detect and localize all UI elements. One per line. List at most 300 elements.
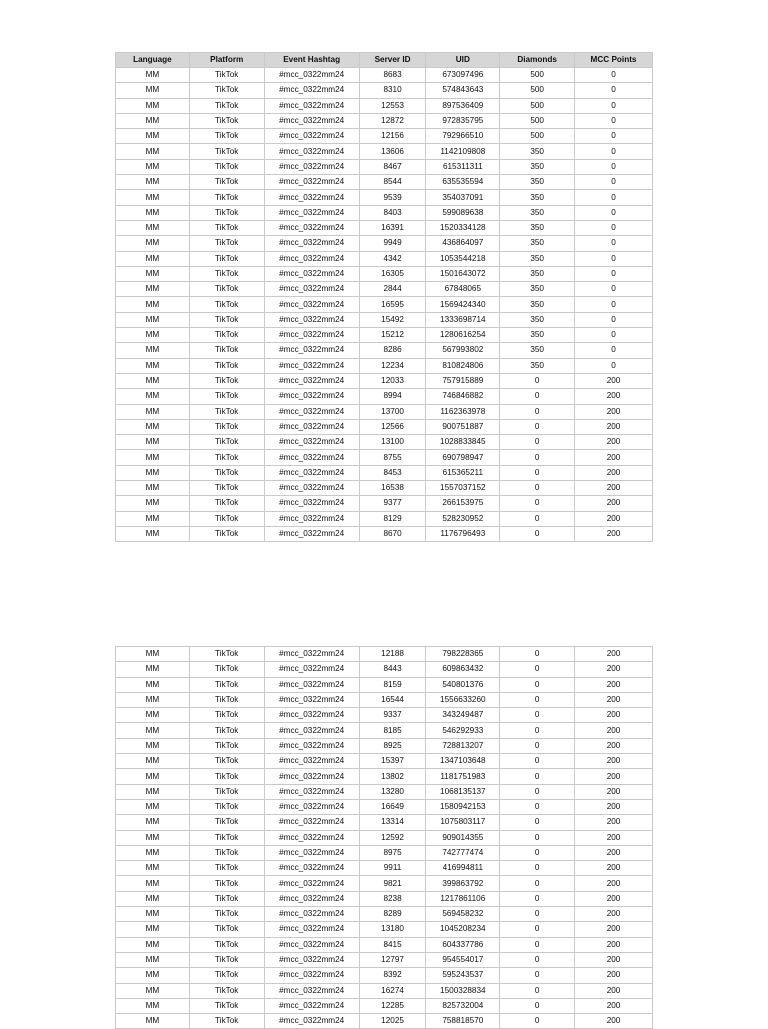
cell-language: MM — [116, 983, 190, 998]
cell-language: MM — [116, 113, 190, 128]
cell-language: MM — [116, 297, 190, 312]
cell-platform: TikTok — [189, 328, 264, 343]
cell-diamonds: 0 — [500, 998, 575, 1013]
cell-event-hashtag: #mcc_0322mm24 — [264, 1014, 359, 1029]
cell-uid: 609863432 — [426, 662, 500, 677]
table-row — [116, 83, 653, 98]
cell-mcc-points: 200 — [575, 784, 653, 799]
cell-event-hashtag: #mcc_0322mm24 — [264, 662, 359, 677]
cell-uid: 1501643072 — [426, 266, 500, 281]
cell-server-id: 16391 — [359, 220, 426, 235]
cell-server-id: 12033 — [359, 373, 426, 388]
cell-mcc-points: 0 — [575, 220, 653, 235]
cell-language: MM — [116, 419, 190, 434]
cell-platform: TikTok — [189, 144, 264, 159]
cell-mcc-points: 0 — [575, 328, 653, 343]
cell-diamonds: 0 — [500, 754, 575, 769]
cell-mcc-points: 0 — [575, 83, 653, 98]
cell-server-id: 8925 — [359, 738, 426, 753]
cell-diamonds: 0 — [500, 389, 575, 404]
table-row — [116, 373, 653, 388]
cell-uid: 1045208234 — [426, 922, 500, 937]
cell-language: MM — [116, 769, 190, 784]
cell-language: MM — [116, 175, 190, 190]
cell-language: MM — [116, 662, 190, 677]
cell-language: MM — [116, 373, 190, 388]
cell-language: MM — [116, 738, 190, 753]
cell-platform: TikTok — [189, 769, 264, 784]
cell-mcc-points: 0 — [575, 343, 653, 358]
cell-server-id: 8467 — [359, 159, 426, 174]
table-row — [116, 312, 653, 327]
cell-mcc-points: 200 — [575, 968, 653, 983]
rewards-table-bottom — [115, 646, 653, 1029]
cell-server-id: 12797 — [359, 952, 426, 967]
cell-uid: 1333698714 — [426, 312, 500, 327]
table-row — [116, 266, 653, 281]
cell-event-hashtag: #mcc_0322mm24 — [264, 175, 359, 190]
cell-language: MM — [116, 266, 190, 281]
cell-mcc-points: 0 — [575, 236, 653, 251]
cell-mcc-points: 200 — [575, 738, 653, 753]
cell-event-hashtag: #mcc_0322mm24 — [264, 312, 359, 327]
table-row — [116, 358, 653, 373]
cell-diamonds: 0 — [500, 815, 575, 830]
cell-event-hashtag: #mcc_0322mm24 — [264, 236, 359, 251]
cell-server-id: 13100 — [359, 435, 426, 450]
cell-uid: 343249487 — [426, 708, 500, 723]
cell-platform: TikTok — [189, 129, 264, 144]
cell-uid: 1068135137 — [426, 784, 500, 799]
table-row — [116, 68, 653, 83]
cell-mcc-points: 200 — [575, 677, 653, 692]
header-uid: UID — [426, 53, 500, 68]
cell-platform: TikTok — [189, 692, 264, 707]
cell-platform: TikTok — [189, 435, 264, 450]
cell-diamonds: 0 — [500, 830, 575, 845]
cell-language: MM — [116, 998, 190, 1013]
cell-platform: TikTok — [189, 723, 264, 738]
cell-mcc-points: 200 — [575, 692, 653, 707]
cell-platform: TikTok — [189, 968, 264, 983]
cell-platform: TikTok — [189, 205, 264, 220]
cell-diamonds: 0 — [500, 692, 575, 707]
cell-language: MM — [116, 511, 190, 526]
table-row — [116, 952, 653, 967]
table-row — [116, 647, 653, 662]
cell-server-id: 8159 — [359, 677, 426, 692]
cell-platform: TikTok — [189, 68, 264, 83]
cell-diamonds: 0 — [500, 496, 575, 511]
cell-server-id: 8975 — [359, 845, 426, 860]
cell-language: MM — [116, 861, 190, 876]
cell-mcc-points: 0 — [575, 312, 653, 327]
cell-mcc-points: 200 — [575, 845, 653, 860]
cell-uid: 897536409 — [426, 98, 500, 113]
cell-event-hashtag: #mcc_0322mm24 — [264, 266, 359, 281]
cell-diamonds: 0 — [500, 799, 575, 814]
cell-language: MM — [116, 799, 190, 814]
cell-uid: 574843643 — [426, 83, 500, 98]
cell-event-hashtag: #mcc_0322mm24 — [264, 845, 359, 860]
cell-uid: 567993802 — [426, 343, 500, 358]
cell-language: MM — [116, 723, 190, 738]
header-row — [116, 53, 653, 68]
cell-diamonds: 0 — [500, 419, 575, 434]
header-diamonds: Diamonds — [500, 53, 575, 68]
cell-uid: 1557037152 — [426, 481, 500, 496]
cell-event-hashtag: #mcc_0322mm24 — [264, 159, 359, 174]
cell-event-hashtag: #mcc_0322mm24 — [264, 205, 359, 220]
cell-uid: 909014355 — [426, 830, 500, 845]
table-row — [116, 404, 653, 419]
table-row — [116, 769, 653, 784]
cell-mcc-points: 200 — [575, 496, 653, 511]
cell-event-hashtag: #mcc_0322mm24 — [264, 952, 359, 967]
cell-uid: 599089638 — [426, 205, 500, 220]
cell-platform: TikTok — [189, 815, 264, 830]
cell-uid: 1181751983 — [426, 769, 500, 784]
cell-server-id: 13280 — [359, 784, 426, 799]
cell-event-hashtag: #mcc_0322mm24 — [264, 937, 359, 952]
table-row — [116, 723, 653, 738]
cell-server-id: 2844 — [359, 282, 426, 297]
table-row — [116, 389, 653, 404]
cell-server-id: 8544 — [359, 175, 426, 190]
cell-mcc-points: 200 — [575, 754, 653, 769]
cell-diamonds: 350 — [500, 144, 575, 159]
cell-diamonds: 0 — [500, 404, 575, 419]
cell-mcc-points: 200 — [575, 404, 653, 419]
cell-uid: 436864097 — [426, 236, 500, 251]
table-row — [116, 526, 653, 541]
table-row — [116, 144, 653, 159]
cell-mcc-points: 200 — [575, 723, 653, 738]
table-row — [116, 784, 653, 799]
cell-event-hashtag: #mcc_0322mm24 — [264, 784, 359, 799]
cell-diamonds: 0 — [500, 861, 575, 876]
cell-platform: TikTok — [189, 159, 264, 174]
cell-server-id: 12285 — [359, 998, 426, 1013]
cell-uid: 1347103648 — [426, 754, 500, 769]
cell-language: MM — [116, 968, 190, 983]
cell-uid: 540801376 — [426, 677, 500, 692]
cell-diamonds: 350 — [500, 343, 575, 358]
cell-server-id: 8755 — [359, 450, 426, 465]
cell-server-id: 8185 — [359, 723, 426, 738]
cell-language: MM — [116, 481, 190, 496]
cell-language: MM — [116, 328, 190, 343]
cell-mcc-points: 0 — [575, 98, 653, 113]
cell-uid: 746846882 — [426, 389, 500, 404]
cell-platform: TikTok — [189, 282, 264, 297]
cell-server-id: 15397 — [359, 754, 426, 769]
cell-diamonds: 0 — [500, 876, 575, 891]
cell-platform: TikTok — [189, 373, 264, 388]
cell-language: MM — [116, 343, 190, 358]
cell-mcc-points: 200 — [575, 389, 653, 404]
cell-diamonds: 350 — [500, 297, 575, 312]
table-row — [116, 496, 653, 511]
cell-mcc-points: 200 — [575, 481, 653, 496]
cell-mcc-points: 200 — [575, 511, 653, 526]
table-row — [116, 175, 653, 190]
cell-uid: 546292933 — [426, 723, 500, 738]
table-row — [116, 450, 653, 465]
cell-uid: 792966510 — [426, 129, 500, 144]
cell-event-hashtag: #mcc_0322mm24 — [264, 738, 359, 753]
table-row — [116, 830, 653, 845]
table-row — [116, 282, 653, 297]
cell-server-id: 8289 — [359, 907, 426, 922]
table-header — [116, 53, 653, 68]
cell-mcc-points: 200 — [575, 708, 653, 723]
cell-uid: 673097496 — [426, 68, 500, 83]
cell-language: MM — [116, 83, 190, 98]
cell-event-hashtag: #mcc_0322mm24 — [264, 450, 359, 465]
cell-platform: TikTok — [189, 983, 264, 998]
cell-language: MM — [116, 891, 190, 906]
cell-uid: 1142109808 — [426, 144, 500, 159]
cell-server-id: 8453 — [359, 465, 426, 480]
cell-uid: 635535594 — [426, 175, 500, 190]
table-row — [116, 677, 653, 692]
table-row — [116, 891, 653, 906]
cell-uid: 1053544218 — [426, 251, 500, 266]
cell-platform: TikTok — [189, 754, 264, 769]
cell-diamonds: 0 — [500, 891, 575, 906]
cell-mcc-points: 200 — [575, 922, 653, 937]
cell-event-hashtag: #mcc_0322mm24 — [264, 144, 359, 159]
table-row — [116, 983, 653, 998]
cell-language: MM — [116, 68, 190, 83]
table-row — [116, 113, 653, 128]
cell-platform: TikTok — [189, 922, 264, 937]
table-row — [116, 220, 653, 235]
cell-mcc-points: 200 — [575, 815, 653, 830]
table-row — [116, 692, 653, 707]
cell-diamonds: 0 — [500, 907, 575, 922]
cell-event-hashtag: #mcc_0322mm24 — [264, 907, 359, 922]
cell-mcc-points: 200 — [575, 769, 653, 784]
table-row — [116, 998, 653, 1013]
cell-language: MM — [116, 647, 190, 662]
cell-language: MM — [116, 220, 190, 235]
cell-event-hashtag: #mcc_0322mm24 — [264, 83, 359, 98]
header-language: Language — [116, 53, 190, 68]
cell-diamonds: 0 — [500, 983, 575, 998]
cell-diamonds: 500 — [500, 83, 575, 98]
cell-platform: TikTok — [189, 251, 264, 266]
cell-event-hashtag: #mcc_0322mm24 — [264, 647, 359, 662]
cell-mcc-points: 200 — [575, 662, 653, 677]
cell-platform: TikTok — [189, 496, 264, 511]
cell-uid: 1217861106 — [426, 891, 500, 906]
cell-mcc-points: 200 — [575, 952, 653, 967]
cell-diamonds: 0 — [500, 465, 575, 480]
cell-mcc-points: 0 — [575, 68, 653, 83]
cell-uid: 604337786 — [426, 937, 500, 952]
cell-uid: 1280616254 — [426, 328, 500, 343]
cell-event-hashtag: #mcc_0322mm24 — [264, 769, 359, 784]
cell-server-id: 13314 — [359, 815, 426, 830]
cell-language: MM — [116, 404, 190, 419]
cell-server-id: 12872 — [359, 113, 426, 128]
cell-language: MM — [116, 937, 190, 952]
cell-server-id: 16274 — [359, 983, 426, 998]
cell-event-hashtag: #mcc_0322mm24 — [264, 465, 359, 480]
cell-event-hashtag: #mcc_0322mm24 — [264, 220, 359, 235]
cell-uid: 1569424340 — [426, 297, 500, 312]
cell-language: MM — [116, 526, 190, 541]
cell-server-id: 12025 — [359, 1014, 426, 1029]
cell-diamonds: 350 — [500, 312, 575, 327]
cell-language: MM — [116, 754, 190, 769]
cell-diamonds: 350 — [500, 251, 575, 266]
cell-uid: 1176796493 — [426, 526, 500, 541]
cell-mcc-points: 200 — [575, 830, 653, 845]
header-server-id: Server ID — [359, 53, 426, 68]
cell-mcc-points: 200 — [575, 861, 653, 876]
cell-platform: TikTok — [189, 1014, 264, 1029]
cell-platform: TikTok — [189, 297, 264, 312]
cell-uid: 67848065 — [426, 282, 500, 297]
cell-platform: TikTok — [189, 526, 264, 541]
cell-platform: TikTok — [189, 266, 264, 281]
header-platform: Platform — [189, 53, 264, 68]
cell-event-hashtag: #mcc_0322mm24 — [264, 129, 359, 144]
cell-platform: TikTok — [189, 175, 264, 190]
cell-platform: TikTok — [189, 113, 264, 128]
cell-uid: 528230952 — [426, 511, 500, 526]
table-row — [116, 236, 653, 251]
cell-event-hashtag: #mcc_0322mm24 — [264, 922, 359, 937]
cell-mcc-points: 0 — [575, 297, 653, 312]
cell-event-hashtag: #mcc_0322mm24 — [264, 754, 359, 769]
cell-mcc-points: 200 — [575, 937, 653, 952]
cell-platform: TikTok — [189, 861, 264, 876]
cell-platform: TikTok — [189, 952, 264, 967]
cell-event-hashtag: #mcc_0322mm24 — [264, 282, 359, 297]
cell-event-hashtag: #mcc_0322mm24 — [264, 876, 359, 891]
cell-event-hashtag: #mcc_0322mm24 — [264, 297, 359, 312]
table-row — [116, 876, 653, 891]
cell-diamonds: 0 — [500, 937, 575, 952]
table-row — [116, 754, 653, 769]
cell-diamonds: 0 — [500, 968, 575, 983]
cell-platform: TikTok — [189, 708, 264, 723]
cell-mcc-points: 200 — [575, 647, 653, 662]
cell-platform: TikTok — [189, 220, 264, 235]
cell-server-id: 15212 — [359, 328, 426, 343]
cell-server-id: 8443 — [359, 662, 426, 677]
cell-uid: 1075803117 — [426, 815, 500, 830]
cell-diamonds: 350 — [500, 266, 575, 281]
cell-uid: 825732004 — [426, 998, 500, 1013]
cell-event-hashtag: #mcc_0322mm24 — [264, 435, 359, 450]
cell-diamonds: 350 — [500, 190, 575, 205]
cell-uid: 1580942153 — [426, 799, 500, 814]
table-row — [116, 343, 653, 358]
table-row — [116, 1014, 653, 1029]
cell-uid: 690798947 — [426, 450, 500, 465]
cell-diamonds: 350 — [500, 328, 575, 343]
cell-language: MM — [116, 692, 190, 707]
cell-uid: 758818570 — [426, 1014, 500, 1029]
cell-event-hashtag: #mcc_0322mm24 — [264, 389, 359, 404]
cell-uid: 1028833845 — [426, 435, 500, 450]
cell-server-id: 16649 — [359, 799, 426, 814]
cell-event-hashtag: #mcc_0322mm24 — [264, 891, 359, 906]
cell-uid: 569458232 — [426, 907, 500, 922]
cell-platform: TikTok — [189, 845, 264, 860]
cell-diamonds: 500 — [500, 68, 575, 83]
cell-uid: 972835795 — [426, 113, 500, 128]
cell-event-hashtag: #mcc_0322mm24 — [264, 343, 359, 358]
cell-language: MM — [116, 236, 190, 251]
cell-uid: 615365211 — [426, 465, 500, 480]
cell-event-hashtag: #mcc_0322mm24 — [264, 677, 359, 692]
cell-language: MM — [116, 358, 190, 373]
cell-server-id: 8994 — [359, 389, 426, 404]
cell-language: MM — [116, 876, 190, 891]
table-body — [116, 647, 653, 1029]
cell-mcc-points: 0 — [575, 175, 653, 190]
cell-event-hashtag: #mcc_0322mm24 — [264, 373, 359, 388]
cell-mcc-points: 0 — [575, 205, 653, 220]
cell-mcc-points: 0 — [575, 282, 653, 297]
cell-server-id: 9377 — [359, 496, 426, 511]
cell-diamonds: 0 — [500, 845, 575, 860]
cell-server-id: 8670 — [359, 526, 426, 541]
cell-event-hashtag: #mcc_0322mm24 — [264, 113, 359, 128]
cell-language: MM — [116, 907, 190, 922]
table-row — [116, 159, 653, 174]
cell-uid: 266153975 — [426, 496, 500, 511]
cell-platform: TikTok — [189, 450, 264, 465]
cell-diamonds: 0 — [500, 1014, 575, 1029]
cell-diamonds: 0 — [500, 952, 575, 967]
cell-platform: TikTok — [189, 343, 264, 358]
cell-mcc-points: 200 — [575, 419, 653, 434]
cell-language: MM — [116, 251, 190, 266]
cell-diamonds: 0 — [500, 511, 575, 526]
cell-event-hashtag: #mcc_0322mm24 — [264, 983, 359, 998]
cell-server-id: 13700 — [359, 404, 426, 419]
cell-server-id: 12553 — [359, 98, 426, 113]
cell-platform: TikTok — [189, 738, 264, 753]
cell-mcc-points: 0 — [575, 251, 653, 266]
cell-diamonds: 0 — [500, 647, 575, 662]
cell-event-hashtag: #mcc_0322mm24 — [264, 251, 359, 266]
table-row — [116, 419, 653, 434]
cell-diamonds: 0 — [500, 450, 575, 465]
cell-diamonds: 0 — [500, 708, 575, 723]
cell-server-id: 12592 — [359, 830, 426, 845]
cell-mcc-points: 200 — [575, 450, 653, 465]
cell-language: MM — [116, 144, 190, 159]
cell-server-id: 8129 — [359, 511, 426, 526]
cell-diamonds: 500 — [500, 129, 575, 144]
cell-server-id: 12156 — [359, 129, 426, 144]
cell-uid: 728813207 — [426, 738, 500, 753]
cell-server-id: 15492 — [359, 312, 426, 327]
table-row — [116, 922, 653, 937]
cell-platform: TikTok — [189, 83, 264, 98]
cell-language: MM — [116, 830, 190, 845]
cell-platform: TikTok — [189, 677, 264, 692]
cell-server-id: 8392 — [359, 968, 426, 983]
